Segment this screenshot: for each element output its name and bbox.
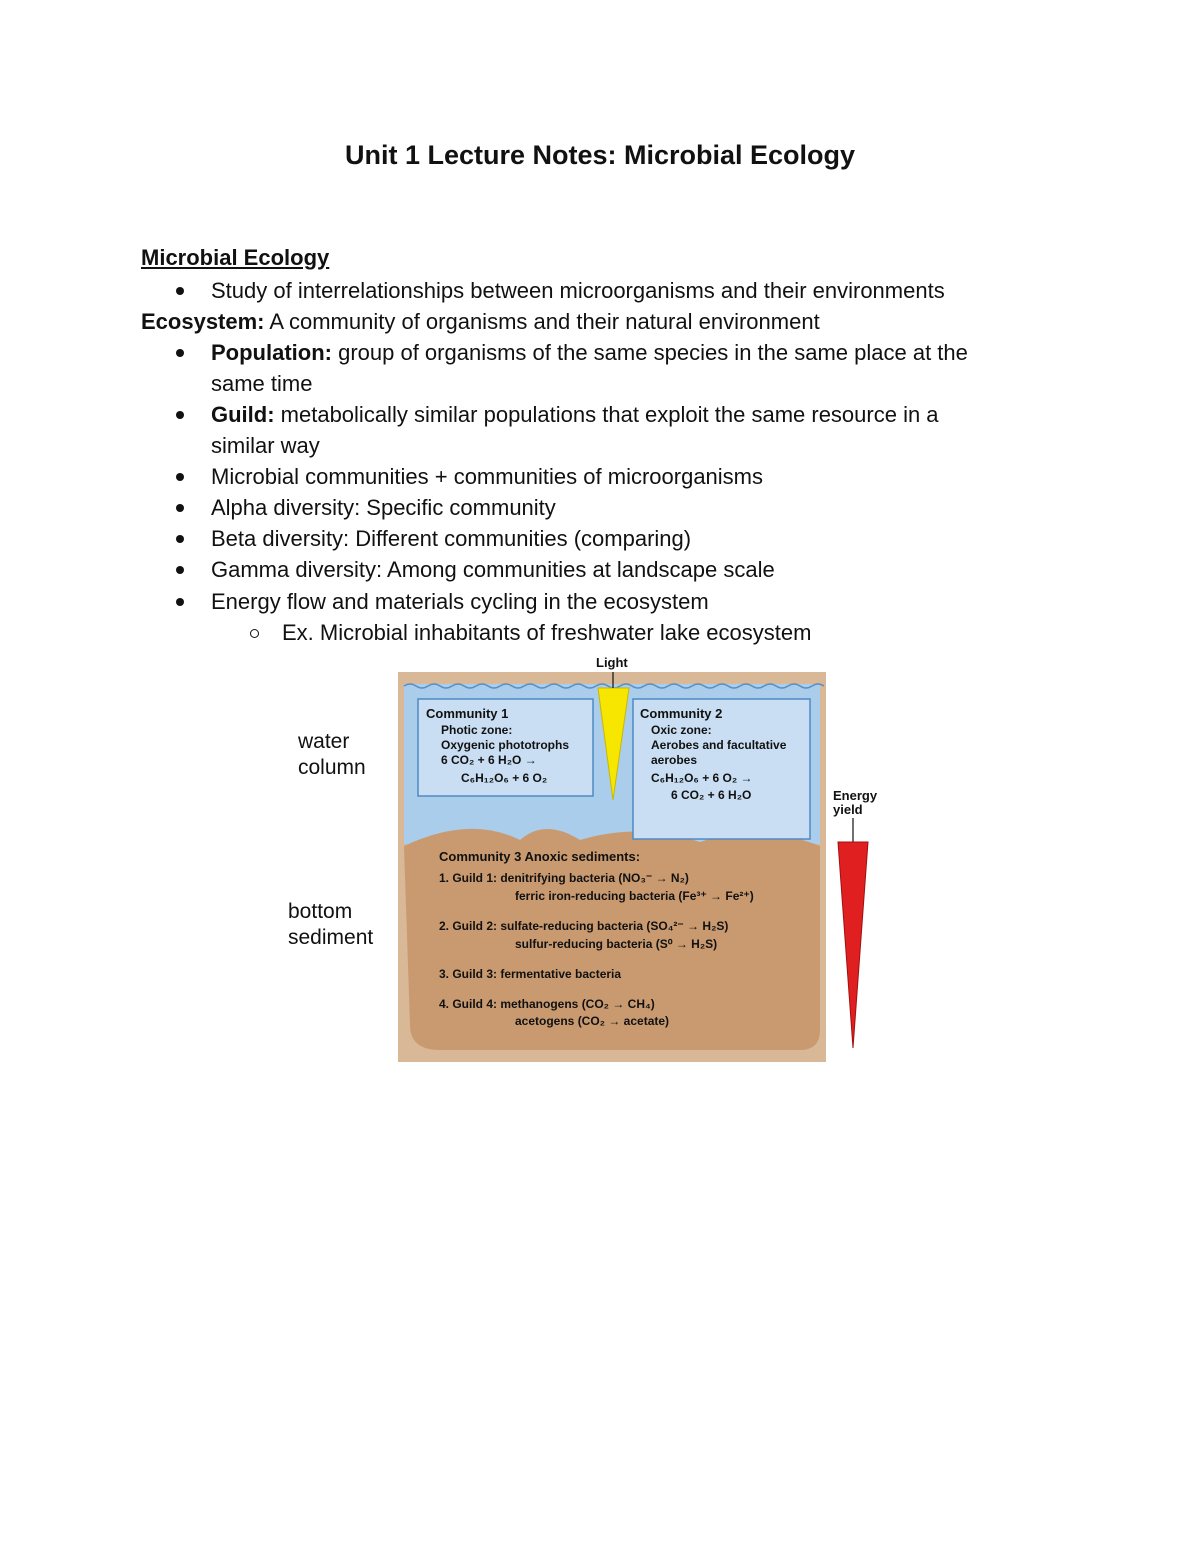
ecosystem-term: Ecosystem: [141, 309, 265, 334]
community-2-title: Community 2 [640, 706, 723, 721]
section-heading: Microbial Ecology [141, 245, 330, 270]
guild-line: 1. Guild 1: denitrifying bacteria (NO₃⁻ → N₂) [439, 871, 689, 885]
community-1-line: Photic zone: [441, 723, 513, 737]
community-1-line: C₆H₁₂O₆ + 6 O₂ [461, 771, 548, 785]
guild-continued: similar way [211, 433, 320, 458]
guild-line: 4. Guild 4: methanogens (CO₂ → CH₄) [439, 997, 655, 1011]
community-2-line: Oxic zone: [651, 723, 712, 737]
population-continued: same time [211, 371, 313, 396]
list-item: Microbial communities + communities of microorganisms [211, 464, 763, 489]
list-item: Energy flow and materials cycling in the ecosystem [211, 589, 709, 614]
energy-yield-wedge [838, 842, 868, 1048]
community-1-title: Community 1 [426, 706, 509, 721]
water-label-line1: water [298, 730, 350, 753]
population-term: Population: [211, 340, 332, 365]
guild-text: metabolically similar populations that exploit the same resource in a [274, 402, 939, 427]
guild-line: acetogens (CO₂ → acetate) [515, 1014, 670, 1028]
list-item: Alpha diversity: Specific community [211, 495, 556, 520]
list-item: Beta diversity: Different communities (comparing) [211, 526, 692, 551]
sub-list-item: Ex. Microbial inhabitants of freshwater lake ecosystem [282, 620, 812, 645]
community-2-line: aerobes [651, 753, 698, 767]
water-label-line2: column [298, 756, 366, 779]
energy-label-line2: yield [833, 802, 863, 817]
guild-term: Guild: [211, 402, 275, 427]
community-1-line: 6 CO₂ + 6 H₂O → [441, 753, 537, 767]
bullet-study: Study of interrelationships between microorganisms and their environments [211, 278, 945, 303]
sediment-label-line2: sediment [288, 926, 374, 949]
community-2-line: 6 CO₂ + 6 H₂O [671, 788, 752, 802]
guild-line: 3. Guild 3: fermentative bacteria [439, 967, 622, 981]
community-1-line: Oxygenic phototrophs [441, 738, 570, 752]
community-3-title: Community 3 Anoxic sediments: [439, 849, 641, 864]
community-2-line: Aerobes and facultative [651, 738, 787, 752]
ecosystem-text: A community of organisms and their natural environment [264, 309, 820, 334]
population-text: group of organisms of the same species in the same place at the [331, 340, 968, 365]
sediment-label-line1: bottom [288, 900, 353, 923]
list-item: Gamma diversity: Among communities at landscape scale [211, 557, 775, 582]
community-2-line: C₆H₁₂O₆ + 6 O₂ → [651, 771, 753, 785]
guild-line: ferric iron-reducing bacteria (Fe³⁺ → Fe²⁺) [515, 889, 754, 903]
light-label: Light [596, 655, 628, 670]
guild-line: 2. Guild 2: sulfate-reducing bacteria (SO₄²⁻ → H₂S) [439, 919, 729, 933]
energy-label-line1: Energy [833, 788, 878, 803]
guild-line: sulfur-reducing bacteria (S⁰ → H₂S) [515, 937, 718, 951]
page-title: Unit 1 Lecture Notes: Microbial Ecology [344, 140, 856, 170]
